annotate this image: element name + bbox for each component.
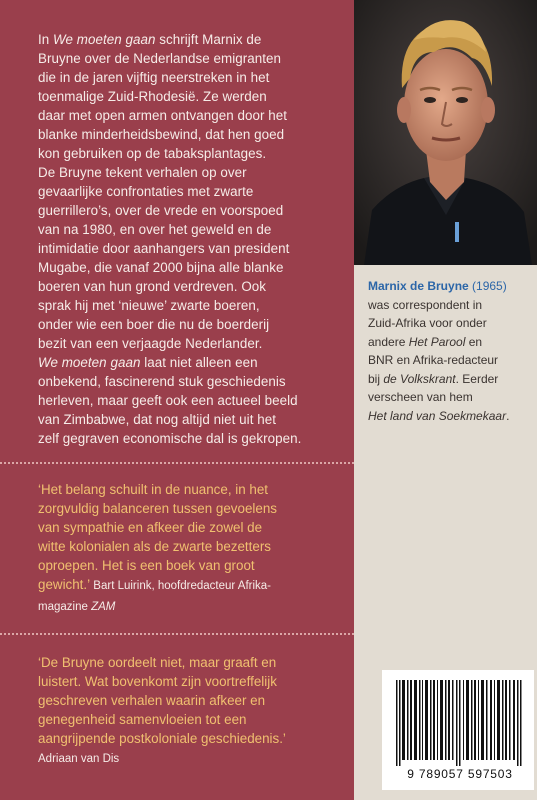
author-birth-year: (1965) [468, 279, 507, 293]
dotted-divider [0, 462, 354, 464]
blurb-text: schrijft Marnix de Bruyne over de Nederlandse emigranten die in de jaren vijftig neerstreken in het toenmalige Zuid-Rhodesië. Ze werden daar met open armen ontvangen door het blanke minderheidsbewind, dat hen goed kon gebruiken op de tabaksplantages. De Bruyne tekent verhalen op over gevaarlijke confrontaties met zwarte guerrillero’s, over de vrede en voorspoed van na 1980, en over het geweld en de intimidatie door aanhangers van president Mugabe, die vanaf 2000 bijna alle blanke boeren van hun grond verdreven. Ook sprak hij met ‘nieuwe’ zwarte boeren, onder wie een boer die nu de boerderij bezit van een verjaagde Nederlander. [38, 32, 290, 351]
blurb-book-title: We moeten gaan [38, 355, 141, 370]
bio-previous-book: Het land van Soekmekaar [368, 408, 507, 423]
isbn-barcode [382, 670, 534, 790]
barcode-bars-icon [396, 680, 522, 766]
bio-newspaper: de Volkskrant [383, 371, 456, 386]
quote-source: Adriaan van Dis [38, 753, 120, 765]
author-name: Marnix de Bruyne [368, 279, 469, 293]
bio-text: . Eerder verscheen van hem [368, 371, 499, 404]
blurb-text: In [38, 32, 54, 47]
dotted-divider [0, 633, 354, 635]
blurb-text: laat niet alleen een onbekend, fascinerend stuk geschiedenis herleven, maar geeft ook een actueel beeld van Zimbabwe, dat nog altijd niet uit het zelf gegraven economische dal is gekropen. [38, 355, 302, 446]
review-quote-1 [38, 480, 344, 617]
author-portrait-illustration [354, 0, 537, 265]
isbn-number: 9 789057 597503 [407, 767, 513, 781]
quote-source-magazine: ZAM [91, 601, 116, 613]
bio-text: en BNR en Afrika-redacteur bij [368, 334, 499, 386]
quote-text: ‘De Bruyne oordeelt niet, maar graaft en luistert. Wat bovenkomt zijn voortreffelijk geschreven verhalen waarin afkeer en genegenheid samenvloeien tot een aangrijpende postkoloniale geschiedenis.’ [38, 655, 286, 746]
blurb-book-title: We moeten gaan [53, 32, 156, 47]
author-bio [368, 277, 529, 425]
quote-source: Bart Luirink, hoofdredacteur Afrika- magazine [38, 580, 272, 613]
book-blurb [38, 30, 344, 448]
author-photo [354, 0, 537, 265]
quote-text: ‘Het belang schuilt in de nuance, in het zorgvuldig balanceren tussen gevoelens van sympathie en afkeer die zowel de witte kolonialen als de zwarte bezetters oproepen. Het is een boek van groot gewicht.’ [38, 482, 277, 592]
bio-text: was correspondent in Zuid-Afrika voor onder andere [368, 297, 487, 349]
bio-text: . [506, 408, 510, 423]
bio-newspaper: Het Parool [408, 334, 466, 349]
review-quote-2 [38, 653, 344, 769]
